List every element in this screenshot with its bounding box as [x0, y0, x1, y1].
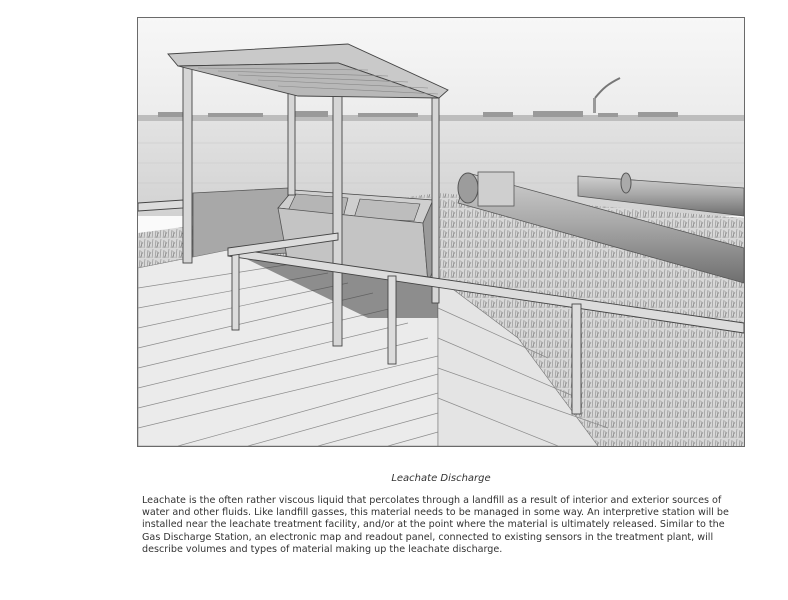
figure-caption: Leachate Discharge: [391, 473, 491, 484]
leachate-station-illustration: [137, 17, 745, 447]
description-paragraph: Leachate is the often rather viscous liquid that percolates through a landfill as a result of interior and exterior sources of water and other fluids. Like landfill gasses, this material needs to be managed in some way. An interpretive station will be installed near the leachate treatment facility, and/or at the point where the material is ultimately released. Similar to the Gas Discharge Station, an electronic map and readout panel, connected to existing sensors in the treatment plant, will describe volumes and types of material making up the leachate discharge.: [142, 495, 729, 555]
